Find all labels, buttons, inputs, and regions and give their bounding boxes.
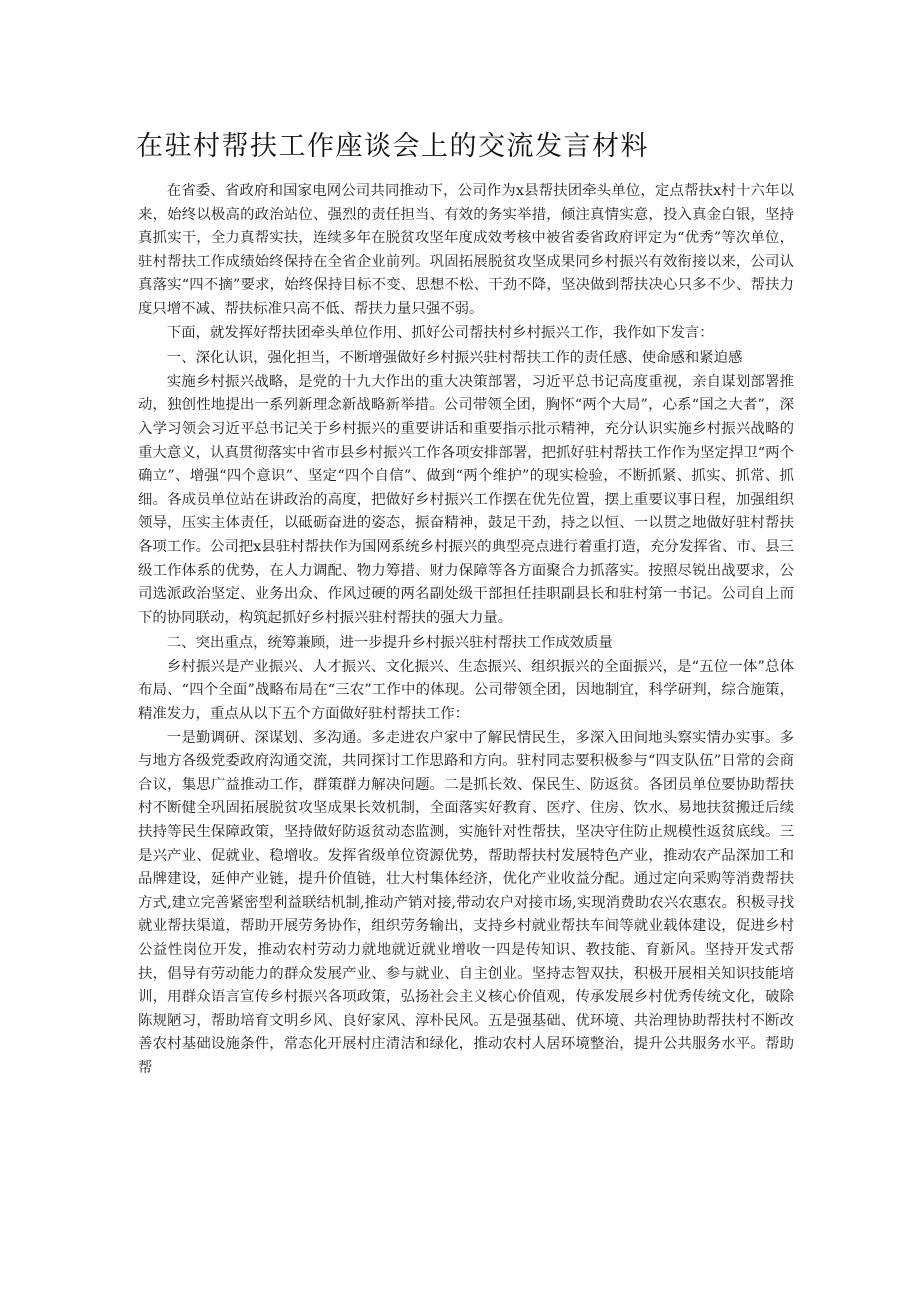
document-body <box>138 180 794 1081</box>
section-2-paragraph: 乡村振兴是产业振兴、人才振兴、文化振兴、生态振兴、组织振兴的全面振兴，是“五位一体”总体布局、“四个全面”战略布局在“三农”工作中的体现。公司带领全团，因地制宜，科学研判，综合施策，精准发力，重点从以下五个方面做好驻村帮扶工作： <box>138 658 794 723</box>
document-title: 在驻村帮扶工作座谈会上的交流发言材料 <box>136 131 649 162</box>
lead-in-paragraph: 下面，就发挥好帮扶团牵头单位作用、抓好公司帮扶村乡村振兴工作，我作如下发言： <box>166 324 714 341</box>
intro-paragraph: 在省委、省政府和国家电网公司共同推动下，公司作为x县帮扶团牵头单位，定点帮扶x村十六年以来，始终以极高的政治站位、强烈的责任担当、有效的务实举措，倾注真情实意，投入真金白银，坚持真抓实干，全力真帮实扶，连续多年在脱贫攻坚年度成效考核中被省委省政府评定为“优秀”等次单位，驻村帮扶工作成绩始终保持在全省企业前列。巩固拓展脱贫攻坚成果同乡村振兴有效衔接以来，公司认真落实“四不摘”要求，始终保持目标不变、思想不松、干劲不降，坚决做到帮扶决心只多不少、帮扶力度只增不减、帮扶标准只高不低、帮扶力量只强不弱。 <box>138 183 794 317</box>
section-heading-1: 一、深化认识，强化担当，不断增强做好乡村振兴驻村帮扶工作的责任感、使命感和紧迫感 <box>166 350 743 367</box>
measures-paragraph: 一是勤调研、深谋划、多沟通。多走进农户家中了解民情民生，多深入田间地头察实情办实事。多与地方各级党委政府沟通交流，共同探讨工作思路和方向。驻村同志要积极参与“四支队伍”日常的会商合议，集思广益推动工作，群策群力解决问题。二是抓长效、保民生、防返贫。各团员单位要协助帮扶村不断健全巩固拓展脱贫攻坚成果长效机制，全面落实好教育、医疗、住房、饮水、易地扶贫搬迁后续扶持等民生保障政策，坚持做好防返贫动态监测，实施针对性帮扶，坚决守住防止规模性返贫底线。三是兴产业、促就业、稳增收。发挥省级单位资源优势，帮助帮扶村发展特色产业，推动农产品深加工和品牌建设，延伸产业链，提升价值链，壮大村集体经济，优化产业收益分配。通过定向采购等消费帮扶方式,建立完善紧密型利益联结机制,推动产销对接,带动农户对接市场,实现消费助农兴农惠农。积极寻找就业帮扶渠道，帮助开展劳务协作，组织劳务输出，支持乡村就业帮扶车间等就业载体建设，促进乡村公益性岗位开发，推动农村劳动力就地就近就业增收一四是传知识、教技能、育新风。坚持开发式帮扶，倡导有劳动能力的群众发展产业、参与就业、自主创业。坚持志智双扶，积极开展相关知识技能培训，用群众语言宣传乡村振兴各项政策，弘扬社会主义核心价值观，传承发展乡村优秀传统文化，破除陈规陋习，帮助培育文明乡风、良好家风、淳朴民风。五是强基础、优环境、共治理协助帮扶村不断改善农村基础设施条件，常态化开展村庄清洁和绿化，推动农村人居环境整治，提升公共服务水平。帮助帮 <box>138 729 794 1076</box>
section-1-paragraph: 实施乡村振兴战略，是党的十九大作出的重大决策部署，习近平总书记高度重视，亲自谋划部署推动，独创性地提出一系列新理念新战略新举措。公司带领全团，胸怀“两个大局”，心系“国之大者”，深入学习领会习近平总书记关于乡村振兴的重要讲话和重要指示批示精神，充分认识实施乡村振兴战略的重大意义，认真贯彻落实中省市县乡村振兴工作各项安排部署，把抓好驻村帮扶工作作为坚定捍卫“两个确立”、增强“四个意识”、坚定“四个自信”、做到“两个维护”的现实检验，不断抓紧、抓实、抓常、抓细。各成员单位站在讲政治的高度，把做好乡村振兴工作摆在优先位置，摆上重要议事日程，加强组织领导，压实主体责任，以砥砺奋进的姿态，振奋精神，鼓足干劲，持之以恒、一以贯之地做好驻村帮扶各项工作。公司把x县驻村帮扶作为国网系统乡村振兴的典型亮点进行着重打造，充分发挥省、市、县三级工作体系的优势，在人力调配、物力筹措、财力保障等各方面聚合力抓落实。按照尽锐出战要求，公司选派政治坚定、业务出众、作风过硬的两名副处级干部担任挂职副县长和驻村第一书记。公司自上而下的协同联动，构筑起抓好乡村振兴驻村帮扶的强大力量。 <box>138 373 794 626</box>
section-heading-2: 二、突出重点，统筹兼顾，进一步提升乡村振兴驻村帮扶工作成效质量 <box>166 635 613 652</box>
